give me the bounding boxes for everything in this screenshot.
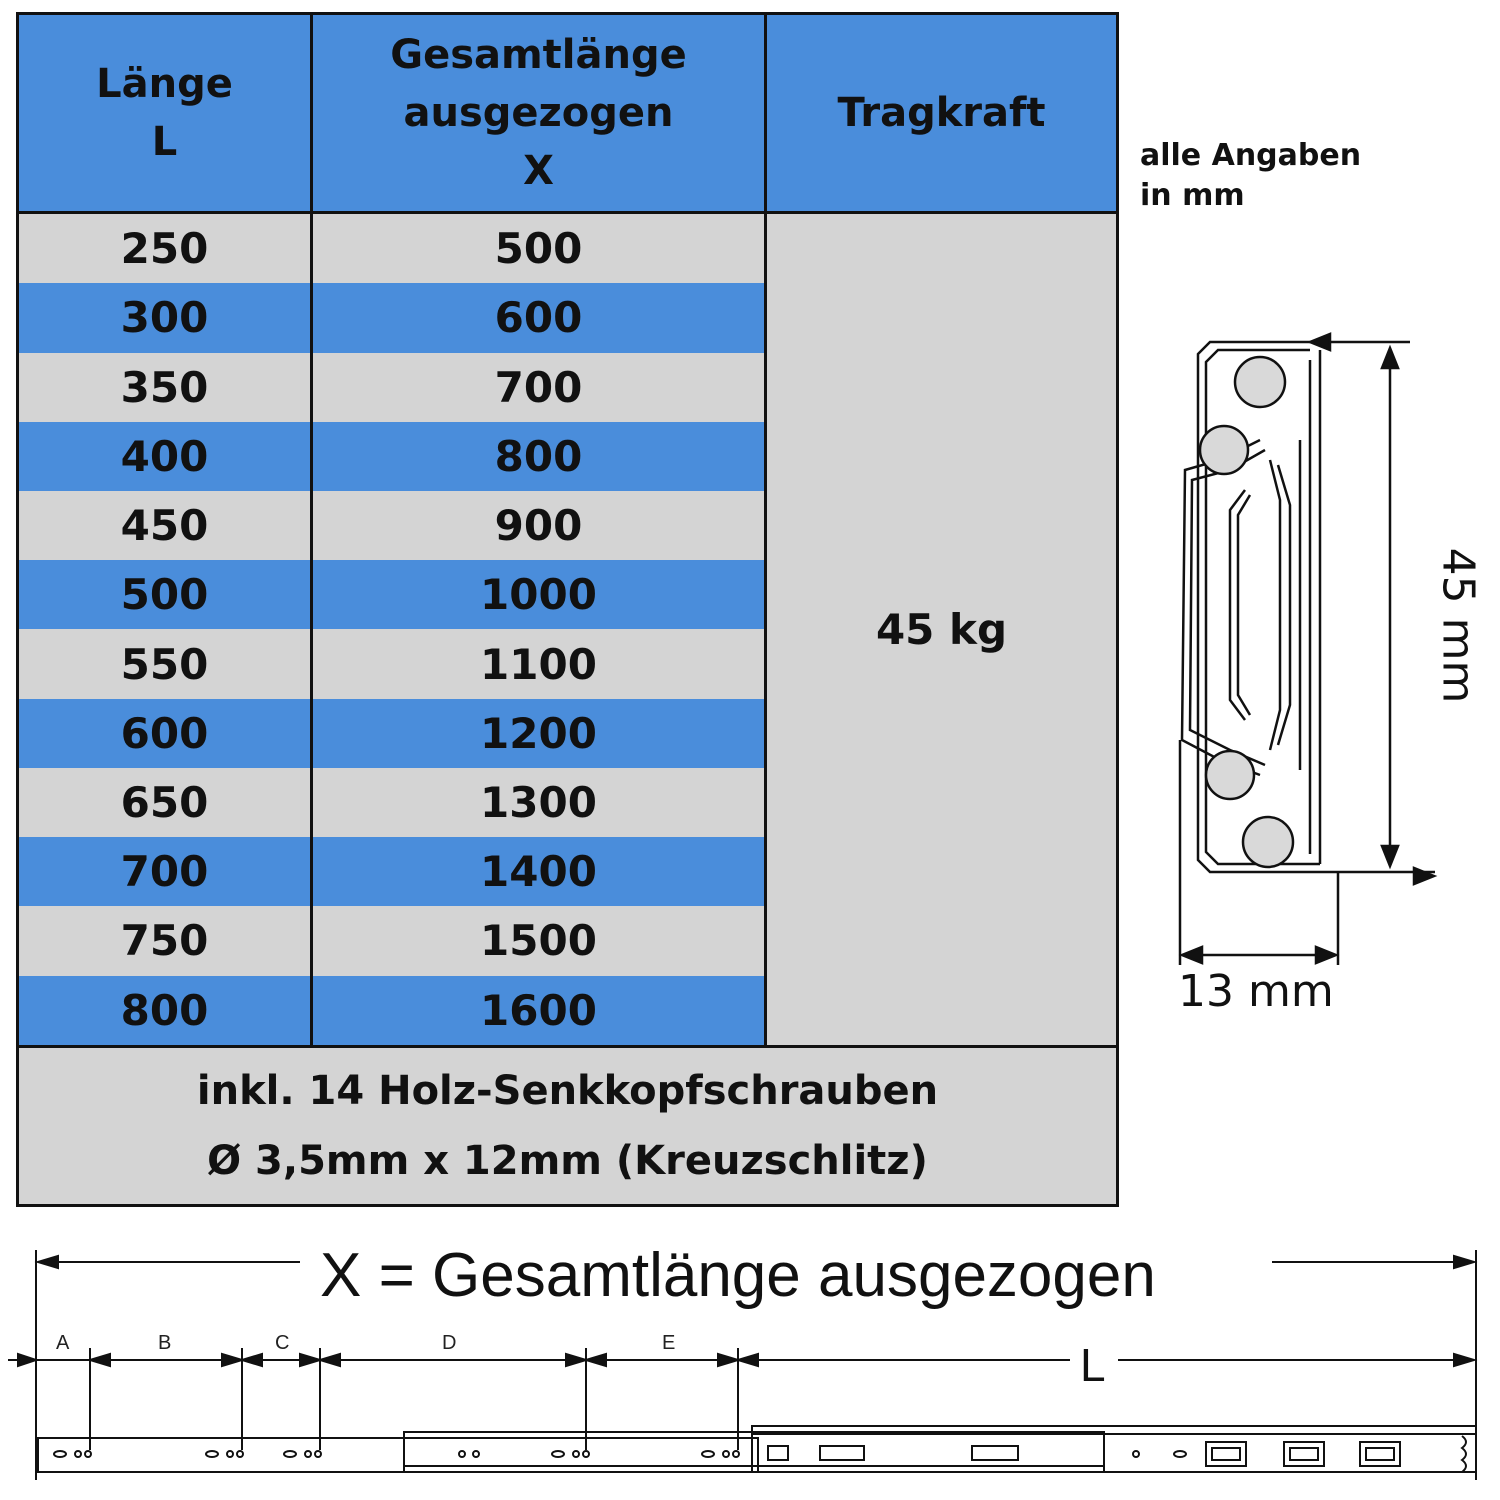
height-dimension-label: 45 mm (1432, 547, 1484, 704)
cell-total-length: 900 (312, 491, 766, 560)
header-length (18, 14, 312, 213)
cell-total-length: 800 (312, 422, 766, 491)
cell-total-length: 700 (312, 353, 766, 422)
header-length-line2: L (151, 119, 178, 165)
cell-length: 550 (18, 629, 312, 698)
ball-bearing-icon (1235, 357, 1285, 407)
cell-total-length: 1200 (312, 699, 766, 768)
rail-profile-drawing (1160, 320, 1450, 970)
cell-length: 400 (18, 422, 312, 491)
units-note-line2: in mm (1140, 178, 1245, 213)
header-load (766, 14, 1118, 213)
cell-length: 650 (18, 768, 312, 837)
spec-table (16, 12, 1119, 1207)
units-note-line1: alle Angaben (1140, 138, 1362, 173)
header-row (18, 14, 1118, 213)
table-row (18, 213, 1118, 284)
header-total-length (312, 14, 766, 213)
ball-bearing-icon (1200, 426, 1248, 474)
cell-length: 600 (18, 699, 312, 768)
cell-length: 500 (18, 560, 312, 629)
header-total-line3: X (523, 148, 554, 194)
cell-length: 350 (18, 353, 312, 422)
cell-total-length: 600 (312, 283, 766, 352)
cell-total-length: 1000 (312, 560, 766, 629)
segment-label-c: C (275, 1332, 290, 1354)
cell-length: 450 (18, 491, 312, 560)
cell-total-length: 500 (312, 213, 766, 284)
cell-length: 750 (18, 906, 312, 975)
cell-total-length: 1300 (312, 768, 766, 837)
screws-note-line2: Ø 3,5mm x 12mm (Kreuzschlitz) (207, 1137, 928, 1184)
screws-note-line1: inkl. 14 Holz-Senkkopfschrauben (196, 1067, 939, 1114)
segment-label-b: B (158, 1332, 172, 1354)
cell-load: 45 kg (766, 213, 1118, 1047)
screws-note (18, 1046, 1118, 1205)
width-dimension-label: 13 mm (1178, 966, 1334, 1017)
cell-length: 700 (18, 837, 312, 906)
segment-label-d: D (442, 1332, 457, 1354)
cell-length: 250 (18, 213, 312, 284)
ball-bearing-icon (1243, 817, 1293, 867)
header-load-label: Tragkraft (837, 90, 1046, 136)
rail-title: X = Gesamtlänge ausgezogen (320, 1241, 1156, 1310)
cell-length: 800 (18, 976, 312, 1047)
ball-bearing-icon (1206, 751, 1254, 799)
header-total-line2: ausgezogen (403, 90, 674, 136)
segment-label-a: A (56, 1332, 70, 1354)
cell-total-length: 1400 (312, 837, 766, 906)
cell-total-length: 1100 (312, 629, 766, 698)
units-note (1140, 136, 1361, 216)
cell-total-length: 1500 (312, 906, 766, 975)
note-row (18, 1046, 1118, 1205)
length-label: L (1080, 1339, 1106, 1391)
header-length-line1: Länge (96, 61, 233, 107)
cell-length: 300 (18, 283, 312, 352)
header-total-line1: Gesamtlänge (390, 32, 687, 78)
cell-total-length: 1600 (312, 976, 766, 1047)
segment-label-e: E (662, 1332, 676, 1354)
